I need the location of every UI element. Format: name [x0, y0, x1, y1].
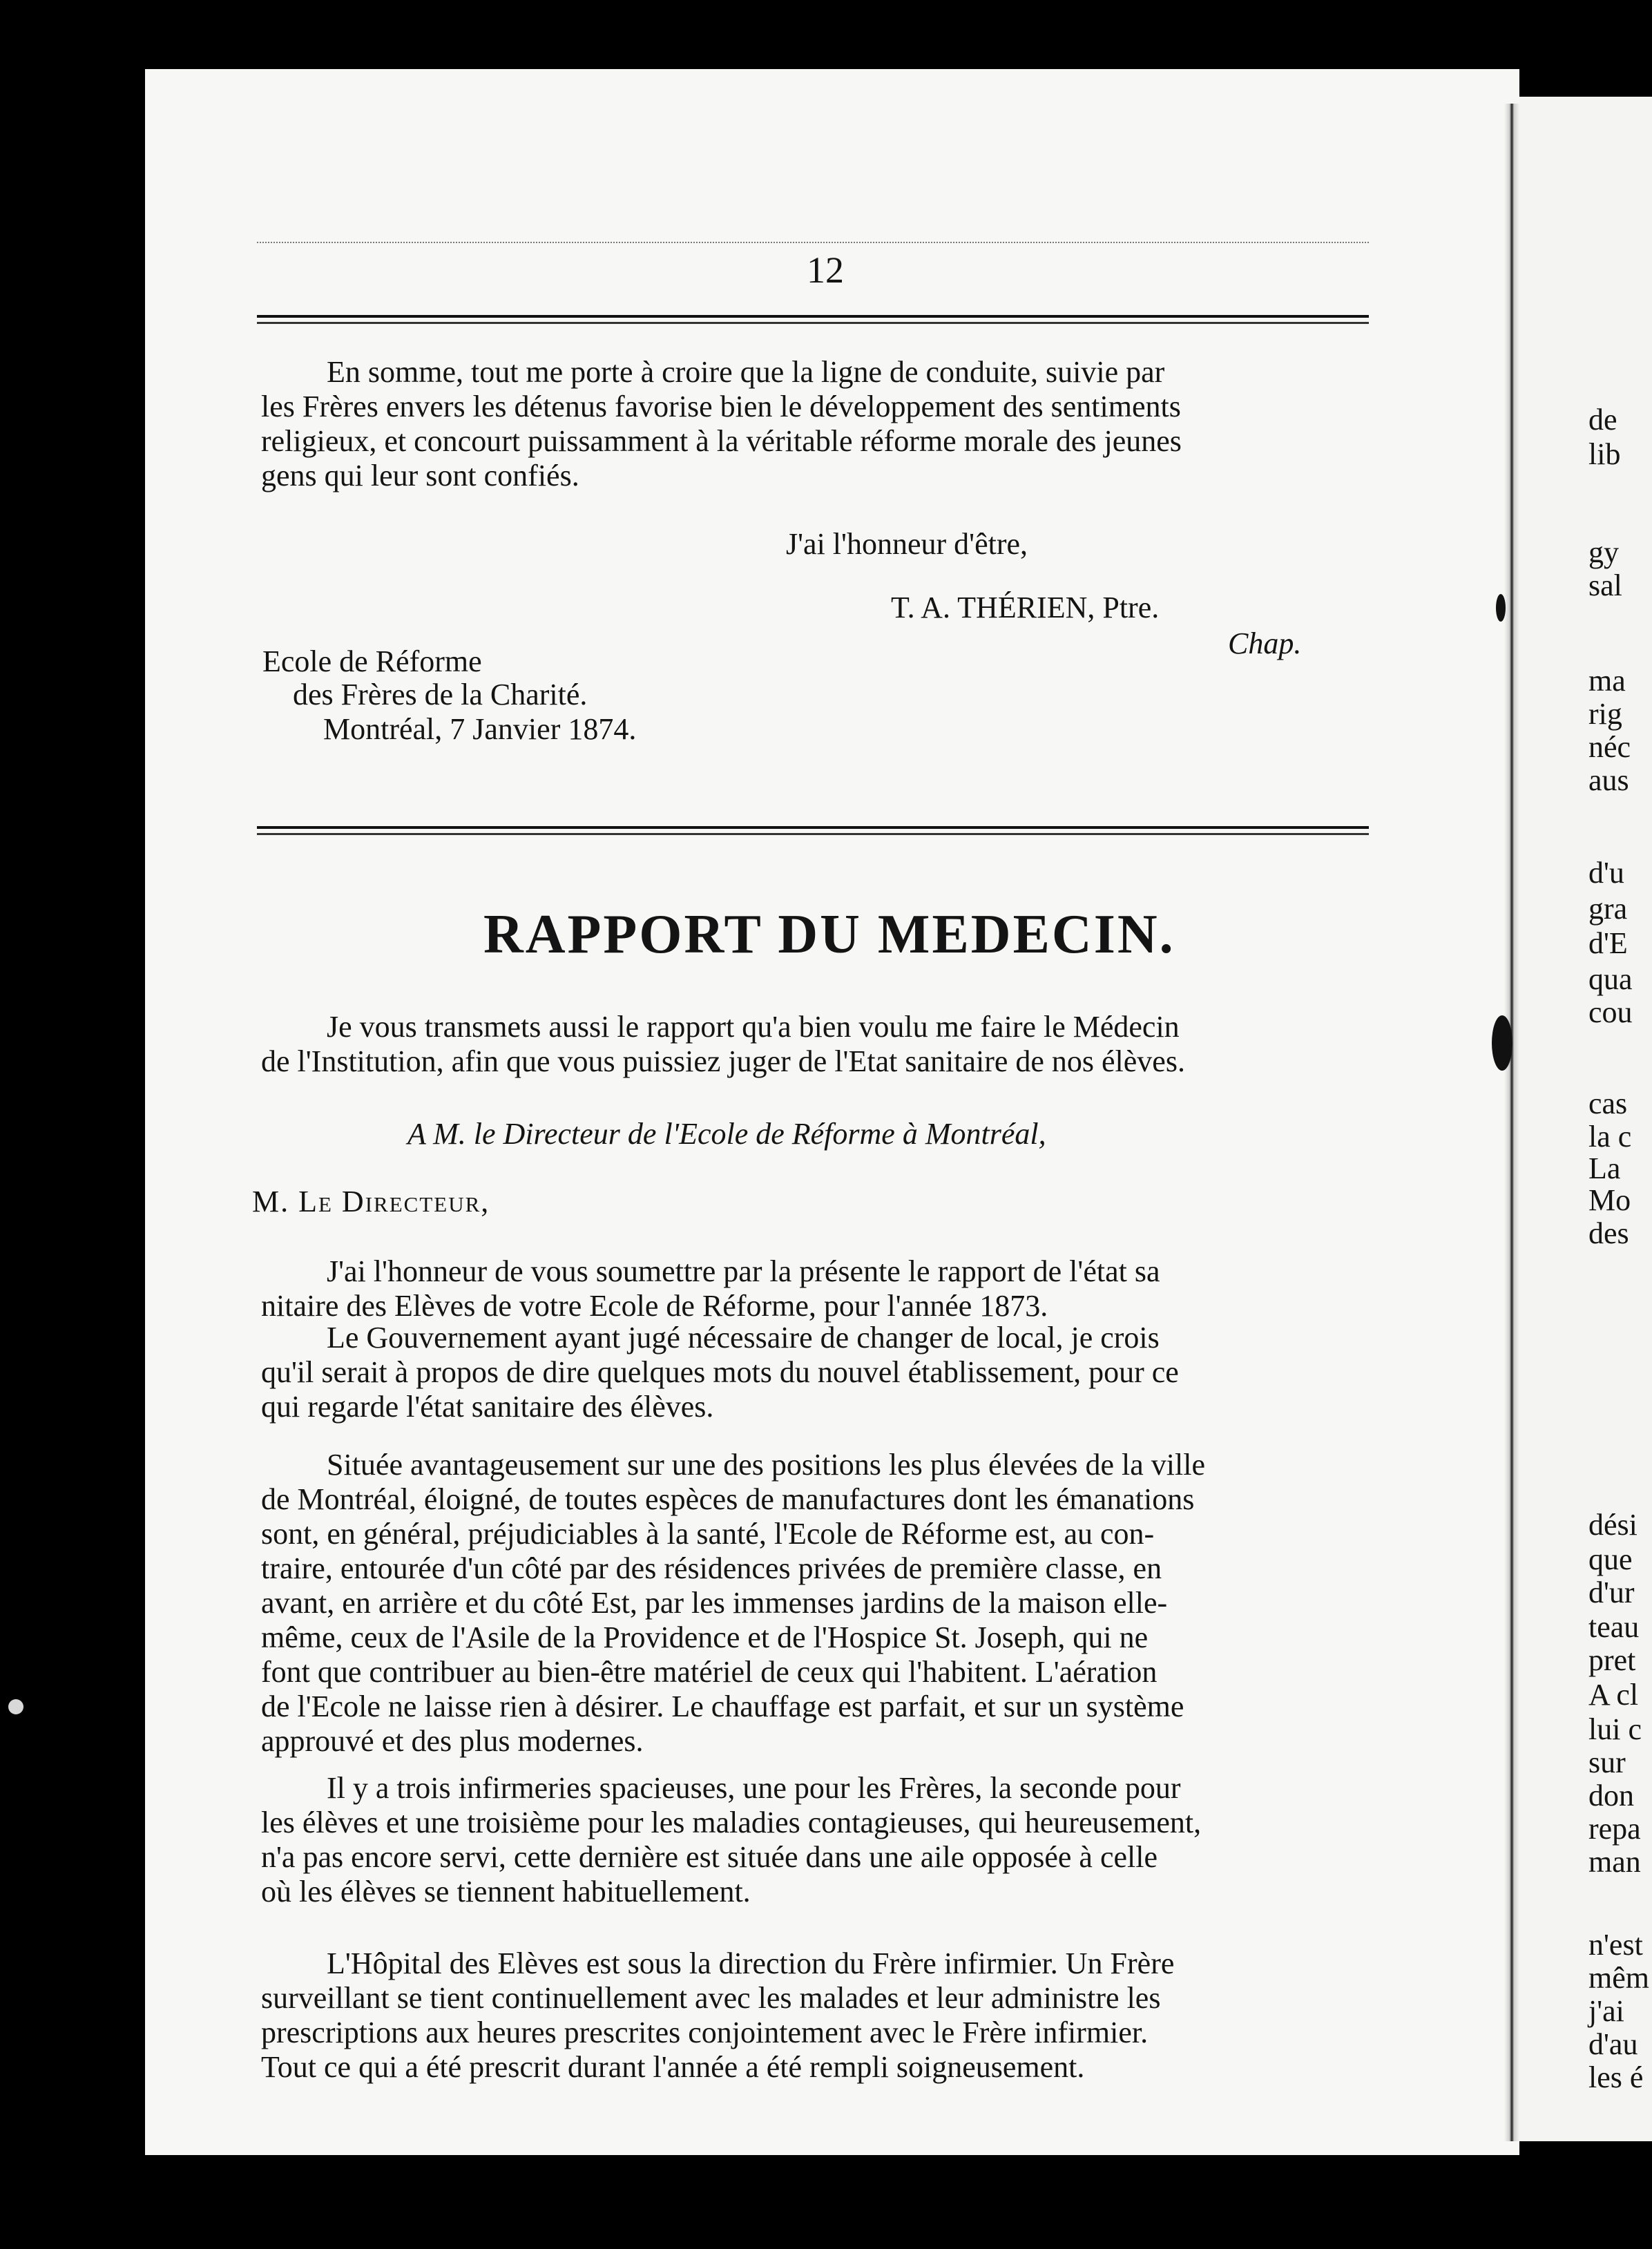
right-fragment: qua	[1588, 962, 1633, 996]
right-fragment: néc	[1588, 730, 1631, 764]
right-fragment: sur	[1588, 1745, 1626, 1779]
right-fragment: j'ai	[1588, 1994, 1624, 2028]
right-fragment: d'u	[1588, 856, 1624, 890]
right-fragment: dési	[1588, 1508, 1637, 1542]
right-fragment: lui c	[1588, 1712, 1642, 1746]
body-paragraph-1: J'ai l'honneur de vous soumettre par la présente le rapport de l'état sa nitaire des Elèves de votre Ecole de Réforme, pour l'année 1873.	[261, 1254, 1160, 1323]
right-fragment: aus	[1588, 763, 1629, 797]
closing-paragraph: En somme, tout me porte à croire que la ligne de conduite, suivie par les Frères envers les détenus favorise bien le développement des sentiments religieux, et concourt puissamment à la véritable réforme morale des jeunes gens qui leur sont confiés.	[261, 355, 1182, 492]
right-fragment: que	[1588, 1542, 1633, 1576]
right-fragment: d'E	[1588, 926, 1628, 960]
right-fragment: man	[1588, 1845, 1641, 1879]
right-fragment: de	[1588, 403, 1617, 437]
body-paragraph-4: Il y a trois infirmeries spacieuses, une pour les Frères, la seconde pour les élèves et une troisième pour les maladies contagieuses, qui heureusement, n'a pas encore servi, cette dernière est située dans une aile opposée à celle où les élèves se tiennent habituellement.	[261, 1771, 1202, 1908]
right-fragment: gy	[1588, 535, 1619, 569]
page-number: 12	[807, 249, 844, 291]
right-fragment: d'au	[1588, 2027, 1638, 2061]
section-rule	[257, 826, 1369, 835]
right-fragment: gra	[1588, 892, 1628, 926]
right-fragment: ma	[1588, 664, 1626, 698]
right-fragment: les é	[1588, 2060, 1644, 2094]
signature-name: T. A. THÉRIEN, Ptre.	[891, 591, 1160, 624]
ink-blot	[1496, 594, 1506, 622]
right-fragment: repa	[1588, 1812, 1641, 1846]
book-gutter	[1504, 104, 1519, 2141]
right-fragment: sal	[1588, 568, 1622, 602]
section-title: RAPPORT DU MEDECIN.	[483, 904, 1175, 965]
right-fragment: pret	[1588, 1643, 1636, 1677]
right-fragment: n'est	[1588, 1928, 1643, 1962]
body-paragraph-3: Située avantageusement sur une des positions les plus élevées de la ville de Montréal, éloigné, de toutes espèces de manufactures dont les émanations sont, en général, préjudiciables à la santé, l'Ecole de Réforme est, au con- traire, entourée d'un côté par des résidences privées de première classe, en avant, en arrière et du côté Est, par les immenses jardins de la maison elle- même, ceux de l'Asile de la Providence et de l'Hospice St. Joseph, qui ne font que contribuer au bien-être matériel de ceux qui l'habitent. L'aération de l'Ecole ne laisse rien à désirer. Le chauffage est parfait, et sur un système approuvé et des plus modernes.	[261, 1448, 1206, 1758]
place-line-2: des Frères de la Charité.	[293, 678, 588, 711]
salutation: J'ai l'honneur d'être,	[786, 527, 1028, 561]
intro-paragraph: Je vous transmets aussi le rapport qu'a bien voulu me faire le Médecin de l'Institution, afin que vous puissiez juger de l'Etat sanitaire de nos élèves.	[261, 1010, 1185, 1078]
right-fragment: rig	[1588, 697, 1622, 731]
place-line-1: Ecole de Réforme	[262, 644, 482, 678]
right-fragment: La	[1588, 1151, 1621, 1185]
place-line-3: Montréal, 7 Janvier 1874.	[323, 712, 637, 746]
right-fragment: d'ur	[1588, 1576, 1635, 1609]
right-fragment: cas	[1588, 1087, 1628, 1120]
addressee-line: A M. le Directeur de l'Ecole de Réforme à Montréal,	[407, 1117, 1046, 1151]
scan-speck	[8, 1699, 23, 1714]
header-rule	[257, 315, 1369, 324]
signature-title: Chap.	[1228, 626, 1302, 660]
right-fragment: la c	[1588, 1120, 1632, 1154]
ink-blot	[1492, 1015, 1512, 1071]
right-fragment: mêm	[1588, 1961, 1649, 1995]
right-fragment: Mo	[1588, 1183, 1631, 1217]
greeting: M. Le Directeur,	[252, 1185, 490, 1218]
right-fragment: cou	[1588, 995, 1633, 1029]
right-fragment: teau	[1588, 1610, 1640, 1644]
right-fragment: des	[1588, 1216, 1629, 1250]
body-paragraph-2: Le Gouvernement ayant jugé nécessaire de changer de local, je crois qu'il serait à propos de dire quelques mots du nouvel établissement, pour ce qui regarde l'état sanitaire des élèves.	[261, 1321, 1179, 1424]
right-fragment: lib	[1588, 437, 1621, 471]
right-fragment: A cl	[1588, 1678, 1639, 1712]
body-paragraph-5: L'Hôpital des Elèves est sous la direction du Frère infirmier. Un Frère surveillant se tient continuellement avec les malades et leur administre les prescriptions aux heures prescrites conjointement avec le Frère infirmier. Tout ce qui a été prescrit durant l'année a été rempli soigneusement.	[261, 1946, 1175, 2084]
header-faint-rule	[257, 242, 1369, 243]
right-fragment: don	[1588, 1779, 1634, 1812]
